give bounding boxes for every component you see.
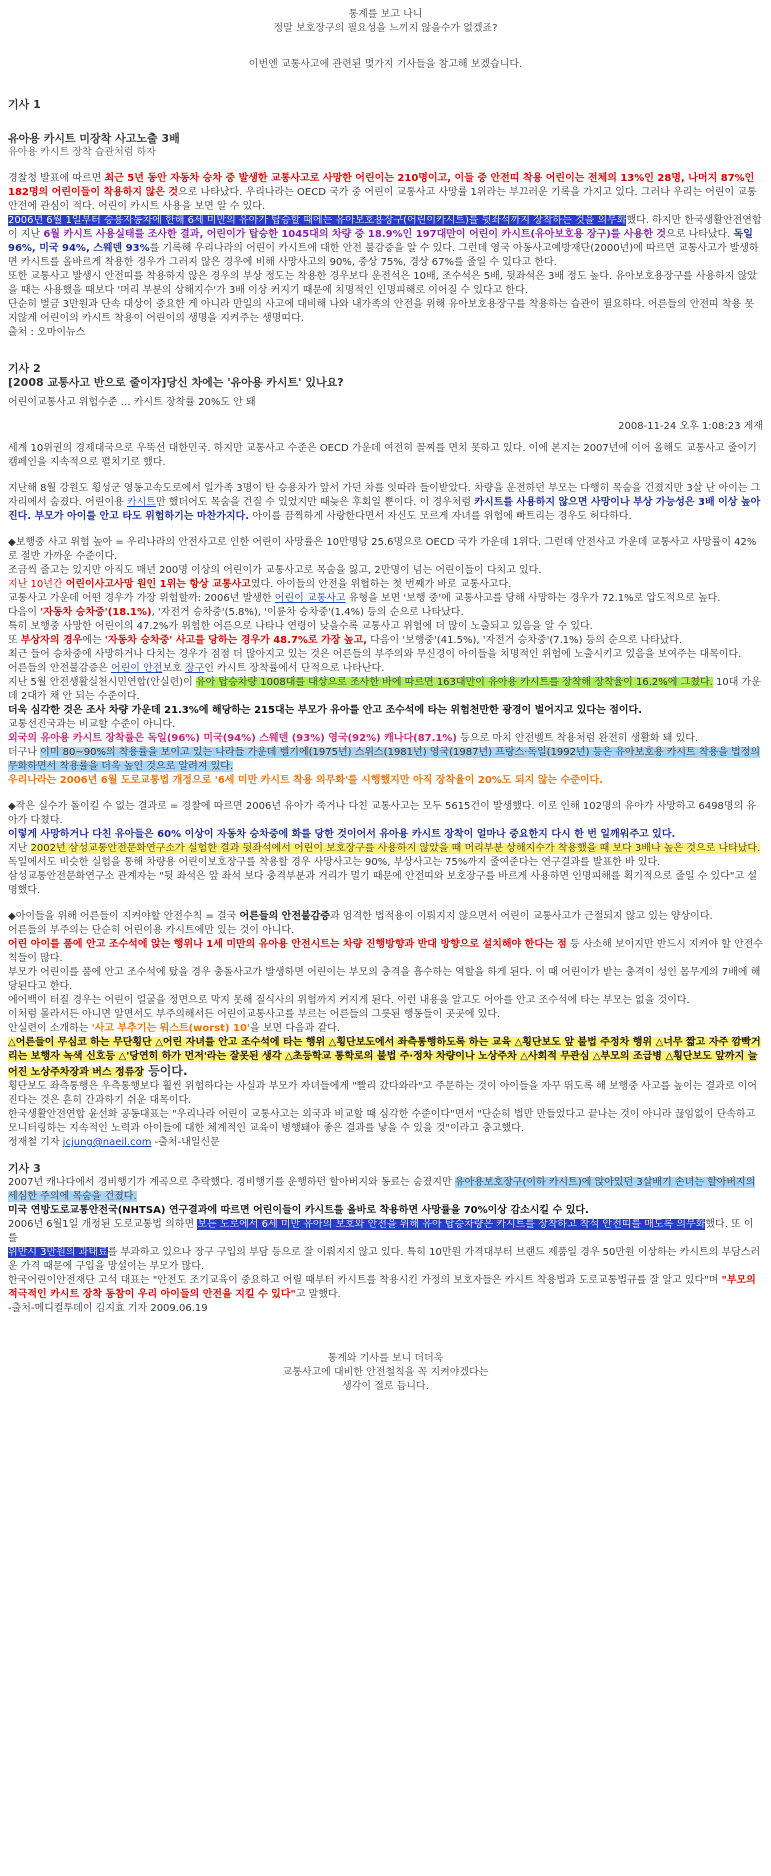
outro-line-1: 통계와 기사를 보니 더더욱 (327, 1353, 444, 1364)
article-3-label: 기사 3 (8, 1162, 41, 1175)
intro-line-2: 정말 보호장구의 필요성을 느끼지 않을수가 없겠죠? (273, 23, 498, 34)
article-2-subtitle: 어린이교통사고 위험수준 … 카시트 장착률 20%도 안 돼 (8, 397, 256, 408)
article-2-section-5: ◆아이들을 위해 어른들이 지켜야할 안전수칙 = 결국 어른들의 안전불감증과 엄격한 법적용이 이뤄지지 않으면서 어린이 교통사고가 근절되지 않고 있는 양상이다. 어른들의 부주의는 단순히 어린이용 카시트에만 있는 것이 아니다. 어린 아이를 품에 안고 조수석에 앉는 행위나 1세 미만의 유아용 안전시트는 차량 진행방향과 반대 방향으로 설치해야 한다는 점 등 사소해 보이지만 반드시 지켜야 할 안전수칙들이 많다. 부모가 어린이를 품에 안고 조수석에 탔을 경우 충돌사고가 발생하면 어린이는 부모의 충격을 흡수하는 역할을 하게 된다. 이 때 어린이가 받는 충격이 성인 몸무게의 7배에 해당된다고 한다. 에어백이 터질 경우는 어린이 얼굴을 정면으로 막지 못해 질식사의 위험까지 커지게 된다. 이런 내용을 알고도 어아를 안고 조수석에 타는 부모는 없을 것이다. 이처럼 몰라서든 아니면 알면서도 부주의해서든 어린이교통사고를 부르는 어른들의 그릇된 행동들이 곳곳에 있다. 안실련이 소개하는 '사고 부추기는 워스트(worst) 10'을 보면 다음과 같다. △어른들이 무심코 하는 무단횡단 △어린 자녀를 안고 조수석에 타는 행위 △횡단보도에서 좌측통행하도록 하는 교육 △횡단보도 앞 불법 주정차 행위 △너무 짧고 자주 깜빡거리는 보행자 녹색 신호등 △'당연히 하가 먼저'라는 잘못된 생각 △초등학교 통학로의 불법 주·정차 차량이나 노상주차 △사회적 무관심 △부모의 조급병 △횡단보도 앞까지 늘어진 노상주차장과 버스 정류장 등이다. 횡단보도 좌측통행은 우측통행보다 훨씬 위험하다는 사실과 부모가 자녀들에게 "빨리 갔다와라"고 주문하는 것이 아이들을 자꾸 뛰도록 해 보행중 사고를 높이는 결과로 이어진다는 것은 흔히 간과하기 쉬운 대목이다. 한국생활안전연합 윤선화 공동대표는 "우리나라 어린이 교통사고는 외국과 비교할 때 심각한 수준이다"면서 "단순히 법만 만들었다고 끝나는 것이 아니라 끊임없이 단속하고 모니터링하는 지속적인 노력과 아이들에 대한 체계적인 교육이 병행돼야 좋은 결과를 낳을 수 있을 것"이라고 충고했다. 정재철 기자 jcjung@naeil.com -출처-내일신문 (8, 911, 763, 1148)
article-1-paragraph-3: 또한 교통사고 발생시 안전띠를 착용하지 않은 경우의 부상 정도는 착용한 경우보다 운전석은 10배, 조수석은 5배, 뒷좌석은 3배 정도 높다. 유아보호용장구를 사용하지 않았을 때는 사용했을 때보다 '머리 부분의 상해지수'가 3배 이상 커지기 때문에 치명적인 인명피해로 이어질 수 있다고 한다. (8, 271, 757, 296)
carseat-link[interactable]: 카시트 (126, 497, 156, 508)
article-1-source: 출처 : 오마이뉴스 (8, 327, 86, 338)
article-3-source: -출처-메디컬투데이 김지효 기자 2009.06.19 (8, 1303, 208, 1314)
worst-10-list: △어른들이 무심코 하는 무단횡단 △어린 자녀를 안고 조수석에 타는 행위 △횡단보도에서 좌측통행하도록 하는 교육 △횡단보도 앞 불법 주정차 행위 △너무 짧고 자주 깜빡거리는 보행자 녹색 신호등 △'당연히 하가 먼저'라는 잘못된 생각 △초등학교 통학로의 불법 주·정차 차량이나 노상주차 △사회적 무관심 △부모의 조급병 △횡단보도 앞까지 늘어진 노상주차장과 버스 정류장 (8, 1037, 761, 1078)
article-2-title: [2008 교통사고 반으로 줄이자]당신 차에는 '유아용 카시트' 있나요? (8, 376, 344, 389)
article-1-title: 유아용 카시트 미장착 사고노출 3배 (8, 132, 180, 145)
child-accident-link[interactable]: 어린이 교통사고 (274, 593, 346, 604)
article-2-label: 기사 2 (8, 362, 41, 375)
article-3-body: 2007년 캐나다에서 경비행기가 계곡으로 추락했다. 경비행기를 운행하던 할아버지와 동료는 숨졌지만 유아용보호장구(이하 카시트)에 앉아있던 3살배기 손녀는 할아버지의 세심한 주의에 목숨을 건졌다. 미국 연방도로교통안전국(NHTSA) 연구결과에 따르면 어린이들이 카시트를 올바로 착용하면 사망률을 70%이상 감소시킬 수 있다. 2006년 6월1일 개정된 도로교통법 의하면 보든 도로에서 6세 미만 유아의 보호와 안전을 위해 유아 탑승차량은 카시트를 장착하고 착석 안전띠를 매도록 의무화했다. 또 이를 위반시 3만원의 과태료를 부과하고 있으나 장구 구입의 부담 등으로 잘 이뤄지지 않고 있다. 특히 10만원 가격대부터 브랜드 제품일 경우 50만원 이상하는 카시트의 부담스러운 가격 때문에 구입을 망설이는 부모가 많다. 한국어린이안전재단 고석 대표는 "안전도 조기교육이 중요하고 어릴 때부터 카시트를 착용시킨 가정의 보호자들은 카시트 착용법과 도로교통법규를 잘 알고 있다"며 "부모의 적극적인 카시트 장착 동참이 우리 아이들의 안전을 지킬 수 있다"고 말했다. -출처-메디컬투데이 김지효 기자 2009.06.19 (8, 1176, 763, 1316)
article-2-section-1: 세계 10위권의 경제대국으로 우뚝선 대한민국. 하지만 교통사고 수준은 OECD 가운데 여전히 꼴찌를 면치 못하고 있다. 이에 본지는 2007년에 이어 올해도 교통사고 줄이기 캠페인을 지속적으로 펼치기로 했다. (8, 443, 757, 468)
intro-line-1: 통계를 보고 나니 (348, 9, 423, 20)
outro-line-3: 생각이 절로 듭니다. (342, 1381, 429, 1392)
gear-link[interactable]: 장구 (184, 663, 205, 674)
article-1-paragraph-2: 2006년 6월 1일부터 승용자동차에 한해 6세 미만의 유아가 탑승할 때에는 유아보호용장구(어린이카시트)를 뒷좌석까지 장착하는 것을 의무화했다. 하지만 한국생활안전연합이 지난 6월 카시트 사용실태를 조사한 결과, 어린이가 탑승한 1045대의 차량 중 18.9%인 197대만이 어린이 카시트(유아보호용 장구)를 사용한 것으로 나타났다. 독일 96%, 미국 94%, 스웨덴 93%를 기록해 우리나라의 어린이 카시트에 대한 안전 불감증을 알 수 있다. 그런데 영국 아동사고예방재단(2000년)에 따르면 교통사고가 발생하면 카시트를 올바르게 착용한 경우가 그러지 않은 경우에 비해 사망사고의 90%, 중상 75%, 경상 67%를 줄일 수 있다고 한다. (8, 215, 762, 268)
article-2-section-4: ◆작은 실수가 돌이킬 수 없는 결과로 = 경찰에 따르면 2006년 유아가 죽거나 다친 교통사고는 모두 5615건이 발생했다. 이로 인해 102명의 유아가 사망하고 6498명의 유아가 다쳤다. 이렇게 사망하거나 다친 유아들은 60% 이상이 자동차 승차중에 화를 당한 것이어서 유아용 카시트 장착이 얼마나 중요한지 다시 한 번 일깨워주고 있다. 지난 2002년 삼성교통안전문화연구소가 실험한 결과 뒷좌석에서 어린이 보호장구를 사용하지 않았을 때 머리부분 상해지수가 착용했을 때 보다 3배나 높은 것으로 나타났다. 독일에서도 비슷한 실험을 통해 차량용 어린이보호장구를 착용할 경우 사망사고는 90%, 부상사고는 75%까지 줄여준다는 연구결과를 발표한 바 있다. 삼성교통안전문화연구소 관계자는 "뒷 좌석은 앞 좌석 보다 충격부분과 거리가 멀기 때문에 안전띠와 보호장구를 바르게 사용하면 인명피해를 획기적으로 줄일 수 있다"고 설명했다. (8, 801, 761, 896)
outro-line-2: 교통사고에 대비한 안전철칙을 꼭 지켜야겠다는 (282, 1367, 489, 1378)
child-safety-link[interactable]: 어린이 안전 (110, 663, 163, 674)
article-2-section-3: ◆보행중 사고 위험 높아 = 우리나라의 안전사고로 인한 어린이 사망률은 10만명당 25.6명으로 OECD 국가 가운데 1위다. 그런데 안전사고 가운데 교통사고 사망률이 42%로 절반 가까운 수준이다. 조금씩 줄고는 있지만 아직도 매년 200명 이상의 어린이가 교통사고로 목숨을 잃고, 2만명이 넘는 어린이들이 다치고 있다. 지난 10년간 어린이사고사망 원인 1위는 항상 교통사고였다. 아이들의 안전을 위협하는 첫 번째가 바로 교통사고다. 교통사고 가운데 어떤 경우가 가장 위험할까: 2006년 발생한 어린이 교통사고 유형을 보면 '보행 중'에 교통사고를 당해 사망하는 경우가 72.1%로 압도적으로 높다. 다음이 '자동차 승차중'(18.1%), '자전거 승차중'(5.8%), '이륜차 승차중'(1.4%) 등의 순으로 나타났다. 특히 보행중 사망한 어린이의 47.2%가 위험한 어른으로 나타나 연령이 낮을수록 교통사고 위험에 더 많이 노출되고 있음을 알 수 있다. 또 부상자의 경우에는 '자동차 승차중' 사고를 당하는 경우가 48.7%로 가장 높고, 다음이 '보행중'(41.5%), '자전거 승차중'(7.1%) 등의 순으로 나타났다. 최근 들어 승차중에 사망하거나 다치는 경우가 점점 더 많아지고 있는 것은 어른들의 부주의와 무신경이 아이들을 치명적인 위험에 노출시키고 있음을 보여주는 대목이다. 어른들의 안전불감증은 어린이 안전보호 장구인 카시트 장착률에서 단적으로 나타난다. 지난 5월 안전생활실천시민연합(안실련)이 유아 탑승차량 1008대를 대상으로 조사한 바에 따르면 163대만이 유아용 카시트를 장착해 장착율이 16.2%에 그쳤다. 10대 가운데 2대가 채 안 되는 수준이다. 더욱 심각한 것은 조사 차량 가운데 21.3%에 해당하는 215대는 부모가 유아를 안고 조수석에 타는 위험천만한 광경이 벌어지고 있다는 점이다. 교통선진국과는 비교할 수준이 아니다. 외국의 유아용 카시트 장착률은 독일(96%) 미국(94%) 스웨덴 (93%) 영국(92%) 캐나다(87.1%) 등으로 마치 안전벨트 착용처럼 완전히 생활화 돼 있다. 더구나 이미 80~90%의 착용률을 보이고 있는 나라들 가운데 벨기에(1975년) 스위스(1981년) 영국(1987년) 프랑스·독일(1992년) 등은 유아보호용 카시트 착용을 법정의무화하면서 착용률을 더욱 높인 것으로 알려져 있다. 우리나라는 2006년 6월 도로교통법 개정으로 '6세 미만 카시트 착용 의무화'를 시행했지만 아직 장착율이 20%도 되지 않는 수준이다. (8, 537, 761, 786)
article-1-subtitle: 유아용 카시트 장착 습관처럼 하자 (8, 147, 156, 158)
article-1-paragraph-1: 경찰청 발표에 따르면 최근 5년 동안 자동차 승차 중 발생한 교통사고로 사망한 어린이는 210명이고, 이들 중 안전띠 착용 어린이는 전체의 13%인 28명, 나머지 87%인 182명의 어린이들이 착용하지 않은 것으로 나타났다. 우리나라는 OECD 국가 중 어린이 교통사고 사망률 1위라는 부끄러운 기록을 가지고 있다. 그러나 우리는 어린이 교통안전에 관심이 적다. 어린이 카시트 사용을 보면 알 수 있다. (8, 173, 757, 212)
article-2-date: 2008-11-24 오후 1:08:23 게재 (618, 421, 763, 432)
article-1-label: 기사 1 (8, 98, 41, 111)
article-2-section-2: 지난해 8월 강원도 횡성군 영동고속도로에서 일가족 3명이 탄 승용차가 앞서 가던 차를 잇따라 들이받았다. 차량을 운전하던 부모는 다행히 목숨을 건졌지만 3살 난 아이는 그 자리에서 숨졌다. 어린이용 카시트만 했더어도 목숨을 건질 수 있었지만 때늦은 후회일 뿐이다. 이 경우처럼 카시트를 사용하지 않으면 사망이나 부상 가능성은 3배 이상 높아진다. 부모가 아이를 안고 타도 위험하기는 마찬가지다. 아이를 끔찍하게 사랑한다면서 자신도 모르게 자녀를 위험에 빠트리는 경우도 허다하다. (8, 483, 761, 522)
intro-line-3: 이번엔 교통사고에 관련된 몇가지 기사들을 참고해 보겠습니다. (248, 59, 523, 70)
intro (8, 8, 763, 72)
reporter-email-link[interactable]: jcjung@naeil.com (62, 1137, 152, 1148)
article-1-paragraph-4: 단순히 벌금 3만원과 단속 대상이 중요한 게 아니라 만일의 사고에 대비해 나와 내가족의 안전을 위해 유아보호용장구를 착용하는 습관이 필요하다. 어른들의 안전띠 착용 못지않게 어린이의 카시트 착용이 어린이의 생명을 지켜주는 생명띠다. (8, 299, 755, 324)
outro (8, 1352, 763, 1394)
